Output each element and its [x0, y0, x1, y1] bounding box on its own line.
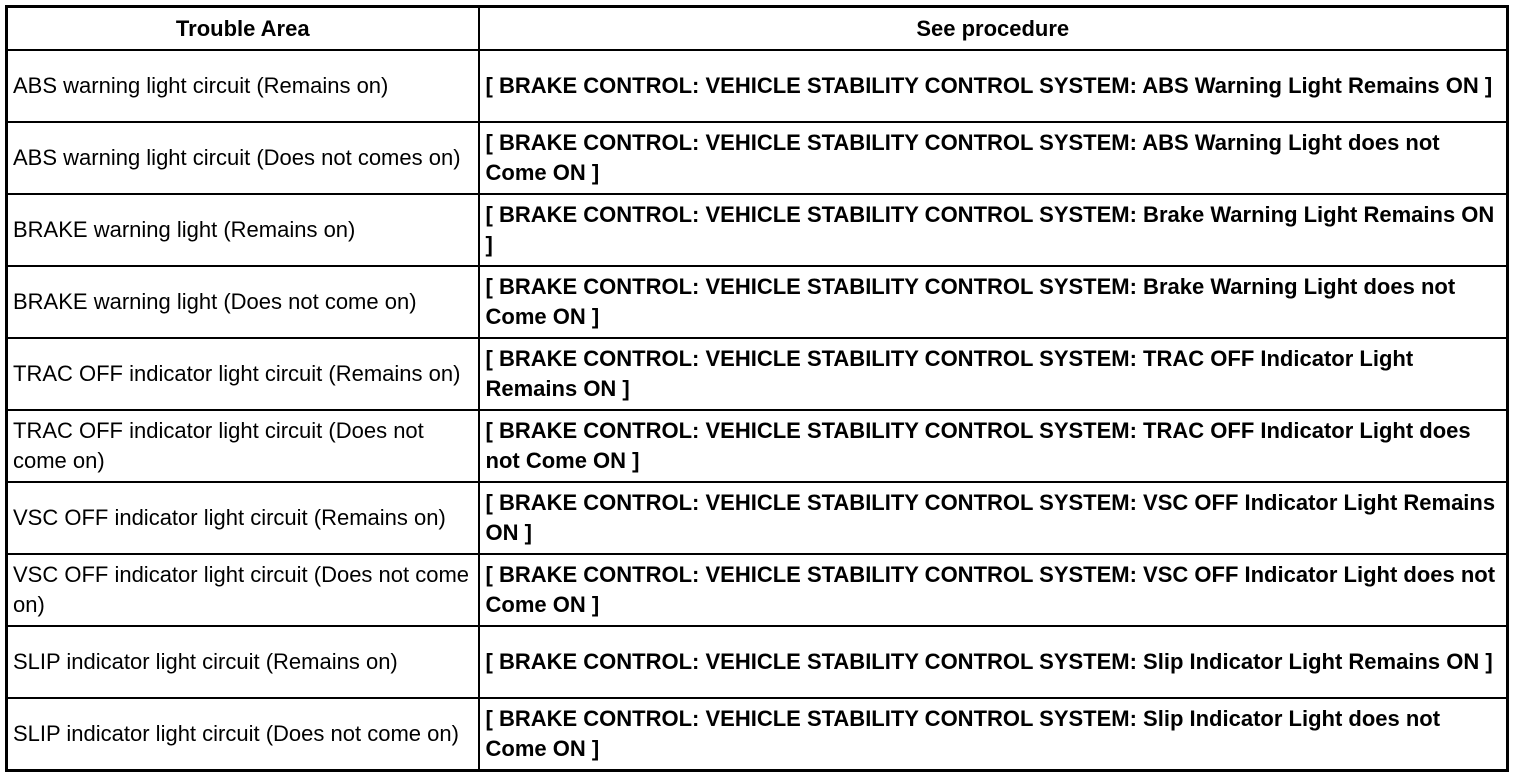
- procedure-link[interactable]: [ BRAKE CONTROL: VEHICLE STABILITY CONTROL SYSTEM: TRAC OFF Indicator Light does not Come ON ]: [479, 410, 1508, 482]
- table-row: [7, 194, 1508, 266]
- procedure-link[interactable]: [ BRAKE CONTROL: VEHICLE STABILITY CONTROL SYSTEM: ABS Warning Light Remains ON ]: [479, 50, 1508, 122]
- trouble-area-table: [5, 5, 1509, 772]
- trouble-area-cell: SLIP indicator light circuit (Remains on): [7, 626, 479, 698]
- trouble-area-cell: BRAKE warning light (Does not come on): [7, 266, 479, 338]
- table-row: [7, 698, 1508, 771]
- procedure-link[interactable]: [ BRAKE CONTROL: VEHICLE STABILITY CONTROL SYSTEM: VSC OFF Indicator Light Remains ON ]: [479, 482, 1508, 554]
- table-header: [7, 7, 1508, 51]
- procedure-link[interactable]: [ BRAKE CONTROL: VEHICLE STABILITY CONTROL SYSTEM: VSC OFF Indicator Light does not Come ON ]: [479, 554, 1508, 626]
- table-row: [7, 338, 1508, 410]
- trouble-area-cell: ABS warning light circuit (Remains on): [7, 50, 479, 122]
- table-row: [7, 50, 1508, 122]
- table-body: [7, 50, 1508, 771]
- procedure-link[interactable]: [ BRAKE CONTROL: VEHICLE STABILITY CONTROL SYSTEM: Slip Indicator Light does not Come ON ]: [479, 698, 1508, 771]
- table-row: [7, 482, 1508, 554]
- trouble-area-cell: VSC OFF indicator light circuit (Remains on): [7, 482, 479, 554]
- table-row: [7, 554, 1508, 626]
- table-row: [7, 122, 1508, 194]
- procedure-link[interactable]: [ BRAKE CONTROL: VEHICLE STABILITY CONTROL SYSTEM: Brake Warning Light Remains ON ]: [479, 194, 1508, 266]
- procedure-link[interactable]: [ BRAKE CONTROL: VEHICLE STABILITY CONTROL SYSTEM: ABS Warning Light does not Come ON ]: [479, 122, 1508, 194]
- procedure-link[interactable]: [ BRAKE CONTROL: VEHICLE STABILITY CONTROL SYSTEM: Slip Indicator Light Remains ON ]: [479, 626, 1508, 698]
- trouble-area-cell: VSC OFF indicator light circuit (Does not come on): [7, 554, 479, 626]
- trouble-area-cell: TRAC OFF indicator light circuit (Remains on): [7, 338, 479, 410]
- header-see-procedure: See procedure: [479, 7, 1508, 51]
- trouble-area-cell: SLIP indicator light circuit (Does not come on): [7, 698, 479, 771]
- header-row: [7, 7, 1508, 51]
- procedure-link[interactable]: [ BRAKE CONTROL: VEHICLE STABILITY CONTROL SYSTEM: Brake Warning Light does not Come ON ]: [479, 266, 1508, 338]
- header-trouble-area: Trouble Area: [7, 7, 479, 51]
- table-row: [7, 266, 1508, 338]
- trouble-area-cell: ABS warning light circuit (Does not comes on): [7, 122, 479, 194]
- trouble-area-cell: BRAKE warning light (Remains on): [7, 194, 479, 266]
- table-row: [7, 410, 1508, 482]
- trouble-area-cell: TRAC OFF indicator light circuit (Does not come on): [7, 410, 479, 482]
- procedure-link[interactable]: [ BRAKE CONTROL: VEHICLE STABILITY CONTROL SYSTEM: TRAC OFF Indicator Light Remains ON ]: [479, 338, 1508, 410]
- table-row: [7, 626, 1508, 698]
